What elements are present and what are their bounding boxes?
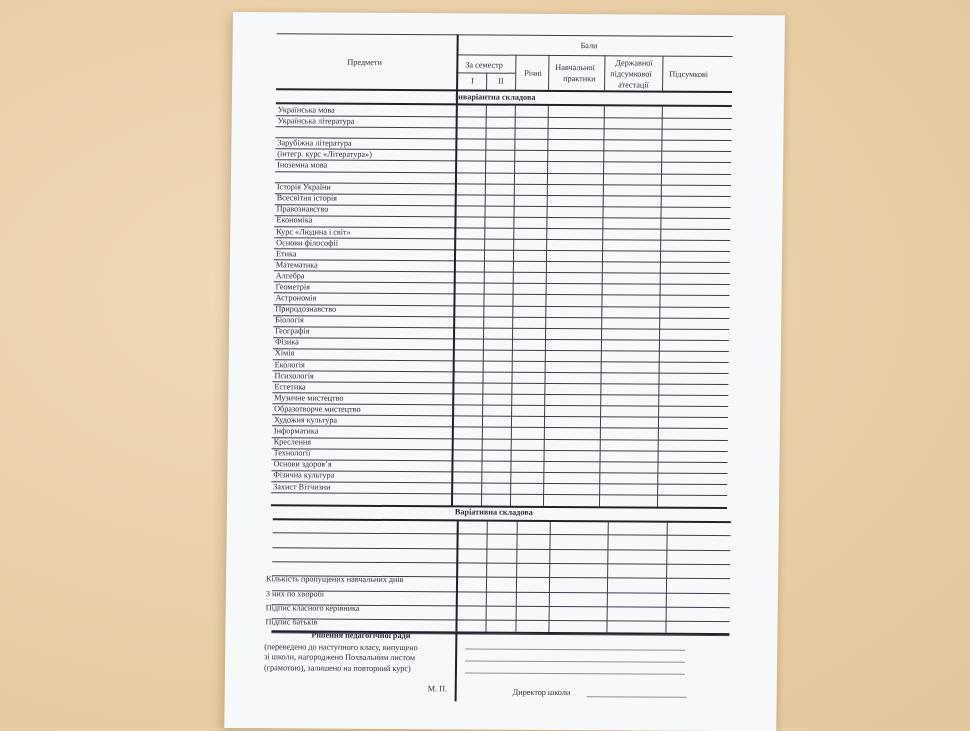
decision-line-a xyxy=(465,648,685,650)
subject-label: Етика xyxy=(275,248,297,259)
subject-row-line xyxy=(272,437,728,441)
subject-row-line xyxy=(275,160,731,164)
subject-label: Географія xyxy=(275,326,310,336)
subject-row-line xyxy=(276,126,732,130)
subject-row-line xyxy=(275,215,731,219)
variative-row-line xyxy=(272,561,730,565)
subject-label: Технології xyxy=(273,448,311,458)
subject-label: Фізична культура xyxy=(273,470,335,481)
grades-divider xyxy=(456,54,732,57)
subject-label: Алгебра xyxy=(275,271,305,281)
subject-row-line xyxy=(272,448,728,452)
subject-label: Геометрія xyxy=(275,282,311,292)
decision-line-b xyxy=(465,660,685,662)
subject-label: Зарубіжна література xyxy=(277,138,352,148)
subject-row-line xyxy=(274,293,730,297)
subject-label: Історія України xyxy=(276,182,331,192)
subject-label: Захист Вітчизни xyxy=(273,481,331,492)
subject-row-line xyxy=(271,492,727,496)
subject-row-line xyxy=(273,315,729,319)
subject-label: (інтегр. курс «Література») xyxy=(277,149,372,159)
variative-row-line xyxy=(272,547,730,551)
subject-row-line xyxy=(274,259,730,263)
decision-divider xyxy=(455,631,458,701)
subject-row-line xyxy=(275,204,731,208)
practice-header-2: практики xyxy=(563,74,596,84)
column-line xyxy=(662,56,663,91)
missed-days-label: Кількість пропущених навчальних днів xyxy=(266,574,404,585)
table-top-border xyxy=(277,33,733,37)
subject-row-line xyxy=(274,271,730,275)
decision-line-2: зі школи, нагороджено Похвальним листом xyxy=(264,652,416,663)
variative-section-title: Варіативна складова xyxy=(454,507,533,517)
subject-row-line xyxy=(275,182,731,186)
subject-label: Основи здоров’я xyxy=(273,459,332,469)
semester-1-header: I xyxy=(471,76,474,86)
per-semester-header: За семестр xyxy=(465,60,503,70)
subject-row-line xyxy=(273,359,729,363)
column-line xyxy=(604,55,605,90)
subject-label: Креслення xyxy=(273,437,312,447)
variative-row-line xyxy=(273,533,731,537)
subject-row-line xyxy=(273,337,729,341)
variative-row-line xyxy=(272,618,730,622)
practice-header-1: Навчальної xyxy=(555,62,595,73)
subject-row-line xyxy=(273,304,729,308)
decision-title: Рішення педагогічної ради xyxy=(311,630,411,641)
subject-label: Екологія xyxy=(274,359,305,370)
state-attest-header-1: Державної xyxy=(615,58,653,68)
column-line xyxy=(515,55,516,90)
director-signature-line xyxy=(587,696,687,698)
subject-row-line xyxy=(272,426,728,430)
subject-label: Всесвітня історія xyxy=(276,193,337,203)
director-label: Директор школи xyxy=(512,687,571,698)
subject-label: Біологія xyxy=(275,315,304,325)
subject-label: Іноземна мова xyxy=(277,160,328,170)
invariant-section-title: Інваріантна складова xyxy=(454,92,536,102)
subject-label: Українська література xyxy=(277,115,355,126)
subject-label: Психологія xyxy=(274,370,314,381)
state-attest-header-3: атестації xyxy=(618,80,649,90)
subject-label: Естетика xyxy=(274,381,306,392)
subject-row-line xyxy=(274,248,730,252)
state-attest-header-2: підсумкової xyxy=(610,69,652,79)
invariant-title-border xyxy=(276,102,732,107)
variative-title-border xyxy=(273,518,731,523)
subject-label: Астрономія xyxy=(275,293,317,303)
subject-label: Математика xyxy=(275,260,318,270)
variative-row-line xyxy=(272,590,730,594)
subject-label: Правознавство xyxy=(276,204,329,214)
grades-header: Бали xyxy=(580,41,598,51)
decision-line-1: (переведено до наступного класу, випущено xyxy=(264,642,418,653)
subject-label: Українська мова xyxy=(277,104,335,115)
decision-line-c xyxy=(465,672,685,674)
subject-label: Образотворче мистецтво xyxy=(274,404,361,414)
subject-row-line xyxy=(272,415,728,419)
column-line xyxy=(548,55,549,90)
subjects-header: Предмети xyxy=(347,57,382,67)
subject-row-line xyxy=(275,171,731,175)
subject-row-line xyxy=(271,470,727,474)
subject-row-line xyxy=(274,237,730,241)
subject-label: Інформатика xyxy=(273,426,319,436)
class-teacher-signature-label: Підпис класного керівника xyxy=(265,603,360,613)
subject-row-line xyxy=(272,381,728,385)
subject-label: Хімія xyxy=(274,348,295,358)
subject-label: Економіка xyxy=(276,215,313,225)
subject-row-line xyxy=(272,459,728,463)
subject-label: Основи філософії xyxy=(276,237,339,248)
subject-label: Фізика xyxy=(274,337,299,347)
semester-2-header: II xyxy=(498,76,504,86)
decision-line-3: (грамотою), залишено на повторний курс) xyxy=(263,663,411,674)
column-line xyxy=(486,73,487,90)
subject-label: Природознавство xyxy=(275,304,337,314)
report-sheet xyxy=(224,12,785,731)
subject-row-line xyxy=(271,481,727,485)
subject-row-line xyxy=(273,348,729,352)
stamp-label: М. П. xyxy=(427,684,448,694)
subject-row-line xyxy=(274,282,730,286)
subject-label: Музичне мистецтво xyxy=(274,393,344,403)
sick-days-label: З них по хворобі xyxy=(265,589,325,599)
final-header: Підсумкові xyxy=(669,69,709,79)
subject-row-line xyxy=(275,193,731,197)
annual-header: Річні xyxy=(524,68,542,78)
subject-label: Курс «Людина і світ» xyxy=(276,226,351,237)
subject-row-line xyxy=(273,326,729,330)
subject-row-line xyxy=(273,370,729,374)
subject-label: Художня культура xyxy=(273,415,338,425)
parents-signature-label: Підпис батьків xyxy=(265,617,318,627)
